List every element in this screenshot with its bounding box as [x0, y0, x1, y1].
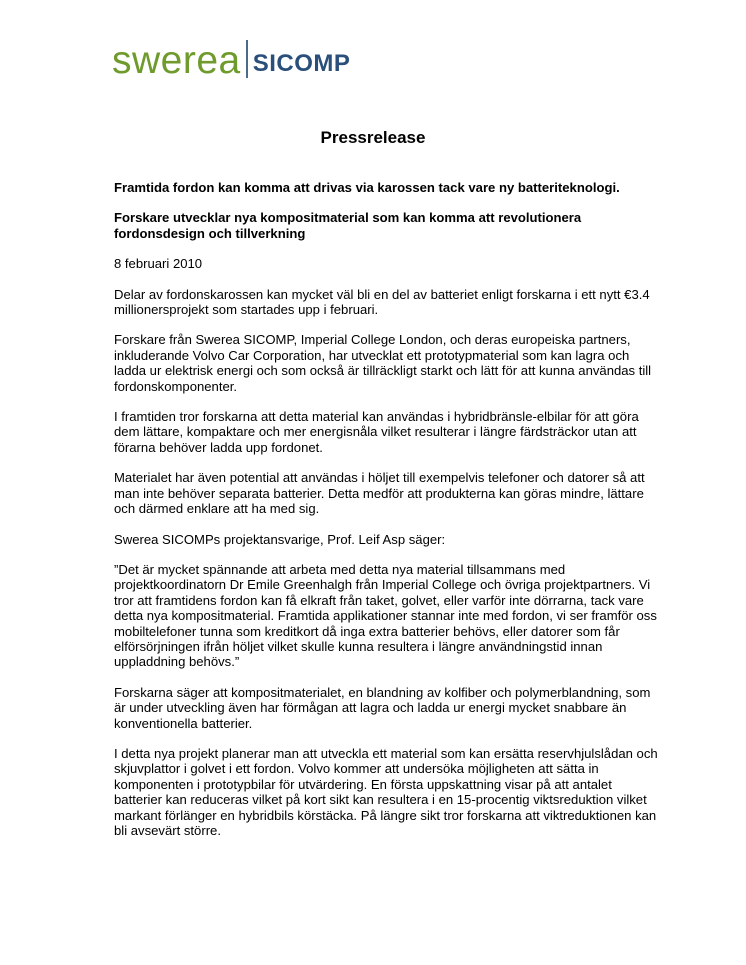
paragraph: Delar av fordonskarossen kan mycket väl bli en del av batteriet enligt forskarna i ett nytt €3.4 millionersprojekt som startades upp i februari.	[114, 286, 650, 318]
quote-paragraph: ”Det är mycket spännande att arbeta med detta nya material tillsammans med projektkoordinatorn Dr Emile Greenhalgh från Imperial College och övriga projektpartners. Vi tror att framtidens fordon kan få elkraft från taket, golvet, eller varför inte dörrarna, tack vare detta nya kompositmaterial. Framtida applikationer stannar inte med fordon, vi ser framför oss mobiltelefoner tunna som kreditkort då inga extra batterier behövs, eller datorer som får elförsörjningen ifrån höljet vilket skulle kunna resultera i längre användningstid innan uppladdning behövs.”	[114, 561, 657, 670]
paragraph: I framtiden tror forskarna att detta material kan användas i hybridbränsle-elbilar för att göra dem lättare, kompaktare och mer energisnåla vilket resulterar i längre färdsträckor utan att förarna behöver ladda upp fordonet.	[114, 409, 639, 455]
paragraph: Forskare från Swerea SICOMP, Imperial College London, och deras europeiska partners, inkluderande Volvo Car Corporation, har utvecklat ett prototypmaterial som kan lagra och ladda ur elektrisk energi och som också är tillräckligt starkt och lätt för att kunna användas till fordonskomponenter.	[114, 332, 652, 394]
paragraph: Swerea SICOMPs projektansvarige, Prof. Leif Asp säger:	[114, 531, 446, 547]
logo	[112, 38, 350, 80]
headline: Framtida fordon kan komma att drivas via karossen tack vare ny batteriteknologi.	[114, 180, 620, 195]
paragraph: Materialet har även potential att användas i höljet till exempelvis telefoner och datorer så att man inte behöver separata batterier. Detta medför att produkterna kan göras mindre, lättare och därmed enklare att ha med sig.	[114, 470, 645, 517]
paragraph: I detta nya projekt planerar man att utveckla ett material som kan ersätta reservhjulslådan och skjuvplattor i golvet i ett fordon. Volvo kommer att undersöka möjligheten att sätta in komponenten i prototypbilar för utvärdering. En första uppskattning visar på att antalet batterier kan reduceras vilket på kort sikt kan resultera i en 15-procentig viktsreduktion vilket markant förlänger en hybridbils körstäcka. På längre sikt tror forskarna att viktreduktionen kan bli avsevärt större.	[114, 745, 658, 838]
subheadline: Forskare utvecklar nya kompositmaterial som kan komma att revolutionera fordonsdesign och tillverkning	[114, 210, 582, 241]
logo-brand: swerea	[112, 39, 241, 82]
release-date: 8 februari 2010	[114, 256, 203, 272]
paragraph: Forskarna säger att kompositmaterialet, en blandning av kolfiber och polymerblandning, som är under utveckling även har förmågan att lagra och ladda ur energi mycket snabbare än konventionella batterier.	[114, 684, 651, 731]
press-release-body	[114, 180, 659, 853]
logo-divider	[246, 40, 248, 78]
page-title: Pressrelease	[320, 128, 426, 147]
logo-product: SICOMP	[252, 50, 351, 77]
